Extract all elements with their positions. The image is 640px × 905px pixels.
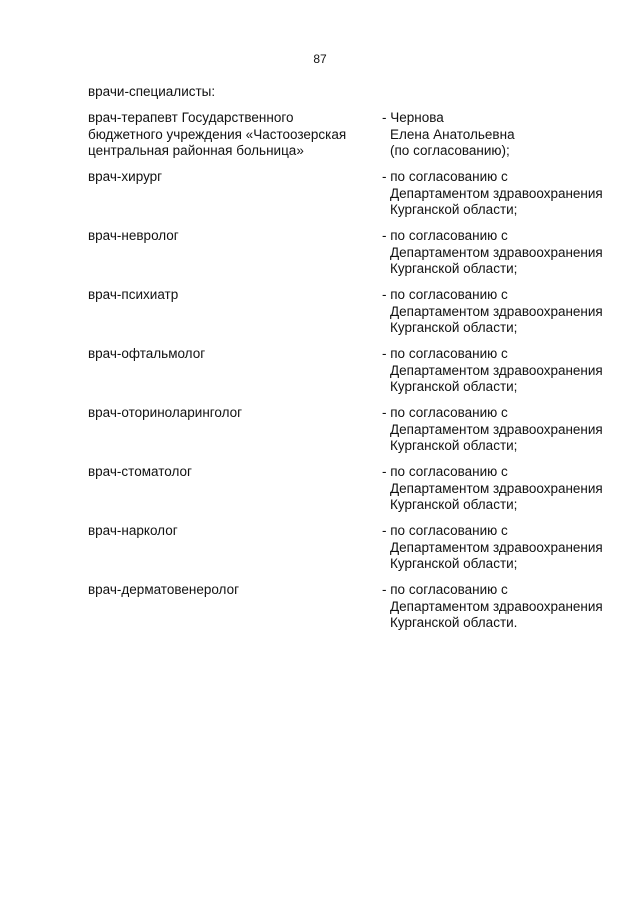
assignee-line: Департаментом здравоохранения bbox=[390, 539, 603, 555]
assignee-line: Курганской области; bbox=[390, 556, 518, 571]
entry-position bbox=[88, 523, 373, 540]
assignee-line: - по согласованию с bbox=[382, 228, 508, 243]
assignee-line: Департаментом здравоохранения bbox=[390, 244, 603, 260]
entry-position bbox=[88, 287, 373, 304]
position-line: врач-невролог bbox=[88, 228, 179, 243]
assignee-line: Курганской области; bbox=[390, 379, 518, 394]
entry-assignee bbox=[382, 464, 622, 514]
entry-assignee bbox=[382, 169, 622, 219]
assignee-line: Департаментом здравоохранения bbox=[390, 598, 603, 614]
assignee-line: - Чернова bbox=[382, 110, 444, 125]
entry-position bbox=[88, 464, 373, 481]
page-number: 87 bbox=[313, 52, 327, 66]
position-line: центральная районная больница» bbox=[88, 143, 304, 158]
entry-position bbox=[88, 110, 373, 160]
assignee-line: Департаментом здравоохранения bbox=[390, 362, 603, 378]
position-line: врач-хирург bbox=[88, 169, 163, 184]
entry-assignee bbox=[382, 287, 622, 337]
entry-assignee bbox=[382, 228, 622, 278]
entry-assignee bbox=[382, 405, 622, 455]
entry-assignee bbox=[382, 523, 622, 573]
assignee-line: - по согласованию с bbox=[382, 464, 508, 479]
entry-position bbox=[88, 346, 373, 363]
position-line: врач-дерматовенеролог bbox=[88, 582, 240, 597]
assignee-line: Елена Анатольевна bbox=[390, 126, 515, 142]
position-line: врач-психиатр bbox=[88, 287, 179, 302]
position-line: врач-стоматолог bbox=[88, 464, 192, 479]
assignee-line: (по согласованию); bbox=[390, 143, 510, 158]
assignee-line: Курганской области; bbox=[390, 497, 518, 512]
assignee-line: - по согласованию с bbox=[382, 169, 508, 184]
position-line: врач-нарколог bbox=[88, 523, 178, 538]
position-line: врач-оториноларинголог bbox=[88, 405, 243, 420]
assignee-line: - по согласованию с bbox=[382, 287, 508, 302]
assignee-line: Курганской области. bbox=[390, 615, 518, 630]
entry-position bbox=[88, 405, 373, 422]
assignee-line: - по согласованию с bbox=[382, 582, 508, 597]
entry-position bbox=[88, 169, 373, 186]
assignee-line: - по согласованию с bbox=[382, 523, 508, 538]
assignee-line: Департаментом здравоохранения bbox=[390, 185, 603, 201]
entry-position bbox=[88, 582, 373, 599]
assignee-line: Курганской области; bbox=[390, 202, 518, 217]
position-line: врач-офтальмолог bbox=[88, 346, 206, 361]
entry-assignee bbox=[382, 346, 622, 396]
assignee-line: Департаментом здравоохранения bbox=[390, 480, 603, 496]
assignee-line: Департаментом здравоохранения bbox=[390, 303, 603, 319]
entry-assignee bbox=[382, 110, 622, 160]
assignee-line: - по согласованию с bbox=[382, 405, 508, 420]
assignee-line: Курганской области; bbox=[390, 438, 518, 453]
section-heading: врачи-специалисты: bbox=[88, 84, 216, 99]
entry-position bbox=[88, 228, 373, 245]
assignee-line: Департаментом здравоохранения bbox=[390, 421, 603, 437]
position-line: бюджетного учреждения «Частоозерская bbox=[88, 126, 347, 142]
assignee-line: - по согласованию с bbox=[382, 346, 508, 361]
assignee-line: Курганской области; bbox=[390, 320, 518, 335]
position-line: врач-терапевт Государственного bbox=[88, 110, 294, 125]
assignee-line: Курганской области; bbox=[390, 261, 518, 276]
entry-assignee bbox=[382, 582, 622, 632]
